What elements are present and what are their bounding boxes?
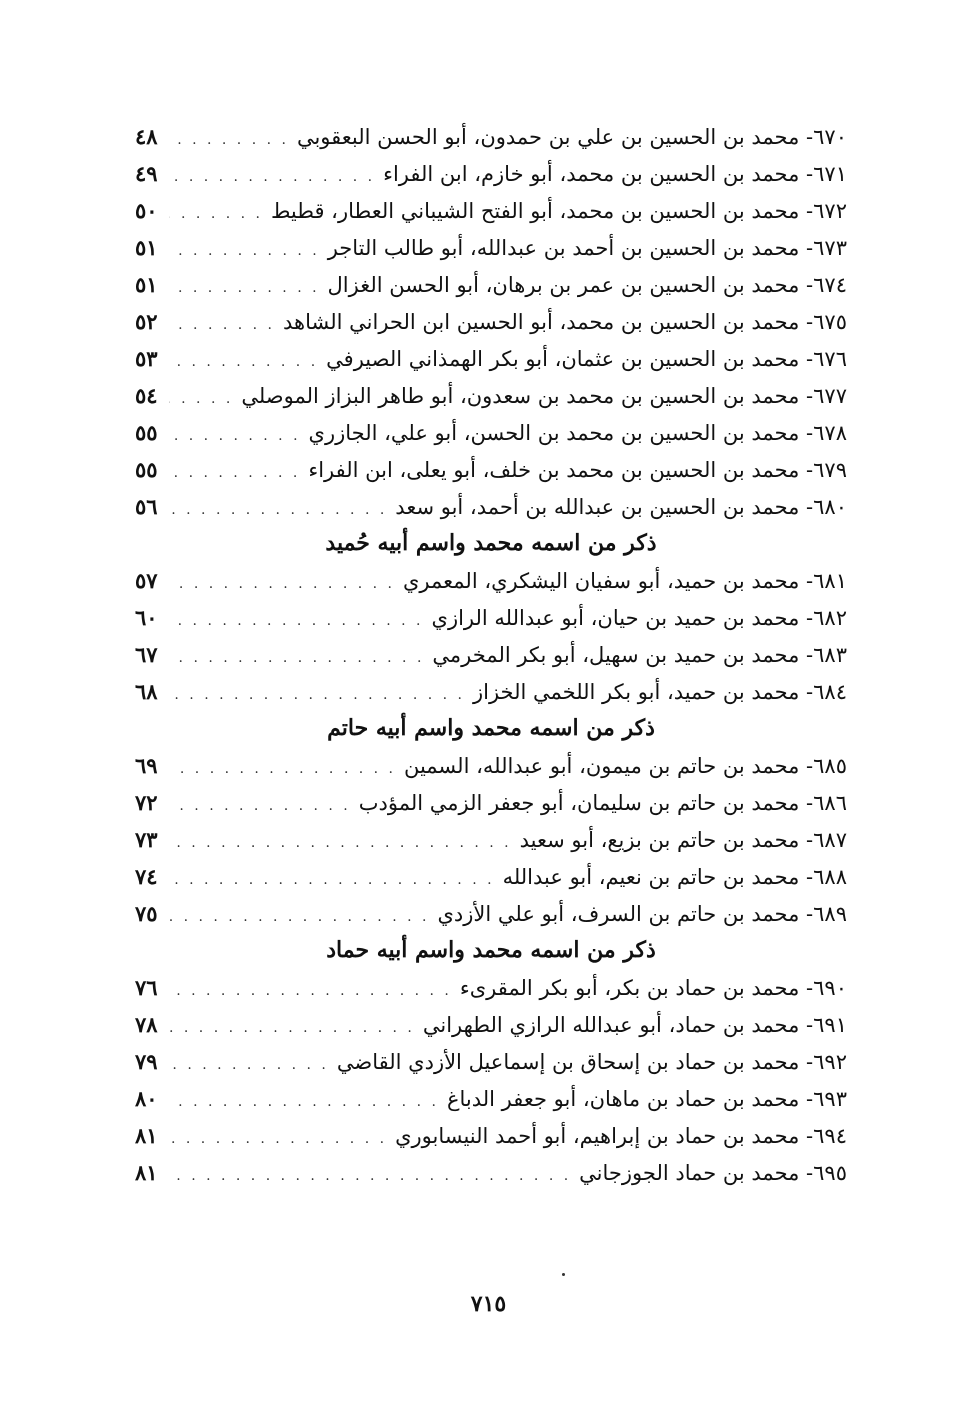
entry-label: [328, 230, 847, 267]
entry-number: ٦٧٤: [813, 273, 847, 297]
entry-title: محمد بن الحسين بن محمد، أبو خازم، ابن الفراء: [383, 162, 800, 186]
entry-page: ٧٣: [135, 827, 158, 852]
entry-separator: -: [799, 791, 814, 815]
entry-separator: -: [799, 606, 814, 630]
toc-entry: [135, 303, 847, 340]
entry-label: [337, 1044, 847, 1081]
dot-leader: [169, 640, 424, 677]
entry-page: ٨١: [135, 1123, 158, 1148]
entry-label: [328, 267, 847, 304]
dot-leader: [169, 566, 395, 603]
entry-label: [308, 452, 847, 489]
toc-entry: [135, 858, 847, 895]
entry-page: ٦٨: [135, 679, 158, 704]
toc-entry: [135, 636, 847, 673]
entry-separator: -: [799, 421, 814, 445]
entry-title: محمد بن حميد، أبو سفيان اليشكري، المعمري: [402, 569, 800, 593]
dot-leader: [169, 862, 495, 899]
entry-label: [326, 341, 847, 378]
entry-separator: -: [799, 680, 814, 704]
toc-entry: [135, 747, 847, 784]
toc-entry: [135, 1154, 847, 1191]
entry-separator: -: [799, 162, 814, 186]
entry-separator: -: [799, 1050, 814, 1074]
entry-number: ٦٧٣: [813, 236, 847, 260]
dot-leader: [169, 196, 263, 233]
entry-label: [241, 378, 847, 415]
entry-label: [432, 637, 847, 674]
entry-number: ٦٨٦: [813, 791, 847, 815]
toc-entry: [135, 969, 847, 1006]
toc-entry: [135, 377, 847, 414]
entry-title: محمد بن الحسين بن علي بن حمدون، أبو الحسن البعقوبي: [296, 125, 800, 149]
entry-label: [271, 193, 847, 230]
entry-page: ٧٥: [135, 901, 158, 926]
entry-title: محمد بن الحسين بن أحمد بن عبدالله، أبو طالب التاجر: [327, 236, 800, 260]
entry-page: ٤٩: [135, 161, 158, 186]
entry-title: محمد بن الحسين بن عمر بن برهان، أبو الحسن الغزال: [327, 273, 800, 297]
entry-separator: -: [799, 1013, 814, 1037]
dot-leader: [169, 825, 512, 862]
dot-leader: [169, 270, 320, 307]
toc-entry: [135, 1080, 847, 1117]
entry-title: محمد بن حميد، أبو بكر اللخمي الخزاز: [472, 680, 800, 704]
toc-entry: [135, 599, 847, 636]
entry-number: ٦٩٤: [813, 1124, 847, 1148]
entry-title: محمد بن الحسين بن محمد، أبو الفتح الشيباني العطار، قطيط: [270, 199, 800, 223]
entry-title: محمد بن حماد بن إسحاق بن إسماعيل الأزدي القاضي: [336, 1050, 800, 1074]
entry-separator: -: [799, 1124, 814, 1148]
entry-separator: -: [799, 1087, 814, 1111]
dot-leader: [169, 381, 233, 418]
entry-label: [520, 822, 847, 859]
entry-separator: -: [799, 902, 814, 926]
entry-separator: -: [799, 569, 814, 593]
dot-leader: [169, 677, 465, 714]
toc-entry: [135, 192, 847, 229]
entry-number: ٦٧٨: [813, 421, 847, 445]
entry-separator: -: [799, 125, 814, 149]
entry-page: ٥٦: [135, 494, 158, 519]
entry-number: ٦٩٢: [813, 1050, 847, 1074]
toc-entry: [135, 1006, 847, 1043]
entry-number: ٦٩١: [813, 1013, 847, 1037]
entry-number: ٦٩٣: [813, 1087, 847, 1111]
entry-title: محمد بن الحسين بن محمد بن الحسن، أبو علي، الجازري: [308, 421, 800, 445]
entry-title: محمد بن حاتم بن سليمان، أبو جعفر الزمي المؤدب: [358, 791, 800, 815]
entry-number: ٦٧٧: [813, 384, 847, 408]
dot-leader: [169, 973, 452, 1010]
entry-separator: -: [799, 458, 814, 482]
dot-leader: [169, 307, 275, 344]
entry-separator: -: [799, 310, 814, 334]
entry-label: [283, 304, 847, 341]
dot-leader: [169, 603, 424, 640]
dot-leader: [169, 233, 320, 270]
dot-leader: [169, 418, 301, 455]
toc-entry: [135, 488, 847, 525]
entry-number: ٦٧٠: [813, 125, 847, 149]
dot-leader: [169, 788, 351, 825]
toc-entry: [135, 118, 847, 155]
entry-separator: -: [799, 828, 814, 852]
entry-page: ٨٠: [135, 1086, 158, 1111]
entry-number: ٦٧١: [813, 162, 847, 186]
entry-page: ٥٥: [135, 457, 158, 482]
entry-label: [297, 119, 847, 156]
entry-number: ٦٨٧: [813, 828, 847, 852]
entry-separator: -: [799, 976, 814, 1000]
entry-page: ٧٦: [135, 975, 158, 1000]
entry-label: [423, 1007, 847, 1044]
entry-separator: -: [799, 384, 814, 408]
entry-title: محمد بن حاتم بن السرف، أبو علي الأزدي: [437, 902, 800, 926]
entry-label: [359, 785, 847, 822]
entry-page: ٧٨: [135, 1012, 158, 1037]
entry-title: محمد بن الحسين بن محمد بن خلف، أبو يعلى، ابن الفراء: [308, 458, 800, 482]
entry-number: ٦٨٤: [813, 680, 847, 704]
entry-number: ٦٨٠: [813, 495, 847, 519]
entry-label: [383, 156, 847, 193]
section-heading: ذكر من اسمه محمد واسم أبيه حماد: [326, 937, 656, 963]
dot-leader: [169, 751, 396, 788]
entry-page: ٦٠: [135, 605, 158, 630]
entry-page: ٥١: [135, 272, 158, 297]
entry-title: محمد بن الحسين بن محمد بن سعدون، أبو طاهر البزاز الموصلي: [241, 384, 800, 408]
dot-leader: [169, 899, 429, 936]
entry-title: محمد بن حماد بن إبراهيم، أبو أحمد النيسابوري: [395, 1124, 800, 1148]
entry-number: ٦٨٢: [813, 606, 847, 630]
dot-leader: [169, 159, 375, 196]
entry-title: محمد بن حاتم بن بزيع، أبو سعيد: [519, 828, 800, 852]
entry-label: [579, 1155, 847, 1192]
entry-page: ٥٣: [135, 346, 158, 371]
entry-number: ٦٨٥: [813, 754, 847, 778]
entry-number: ٦٩٥: [813, 1161, 847, 1185]
entry-label: [447, 1081, 847, 1118]
entry-number: ٦٧٥: [813, 310, 847, 334]
entry-page: ٧٢: [135, 790, 158, 815]
entry-number: ٦٧٢: [813, 199, 847, 223]
entry-label: [460, 970, 847, 1007]
toc-entry: [135, 229, 847, 266]
entry-separator: -: [799, 495, 814, 519]
entry-number: ٦٨٨: [813, 865, 847, 889]
entry-label: [309, 415, 847, 452]
toc-entry: [135, 1043, 847, 1080]
entry-separator: -: [799, 865, 814, 889]
entry-number: ٦٩٠: [813, 976, 847, 1000]
dot-leader: [169, 122, 289, 159]
entry-separator: -: [799, 1161, 814, 1185]
entry-title: محمد بن الحسين بن محمد، أبو الحسين ابن الحراني الشاهد: [283, 310, 800, 334]
entry-page: ٧٩: [135, 1049, 158, 1074]
entry-label: [404, 748, 847, 785]
entry-number: ٦٨٩: [813, 902, 847, 926]
entry-title: محمد بن حماد، أبو عبدالله الرازي الطهراني: [422, 1013, 800, 1037]
toc-entry: [135, 414, 847, 451]
dot-leader: [169, 492, 387, 529]
entry-page: ٥٥: [135, 420, 158, 445]
toc-entry: [135, 821, 847, 858]
entry-page: ٨١: [135, 1160, 158, 1185]
entry-title: محمد بن حاتم بن نعيم، أبو عبدالله: [502, 865, 800, 889]
entry-separator: -: [799, 754, 814, 778]
entry-page: ٥٠: [135, 198, 158, 223]
entry-separator: -: [799, 199, 814, 223]
entry-separator: -: [799, 347, 814, 371]
toc-entry: [135, 451, 847, 488]
entry-page: ٦٧: [135, 642, 158, 667]
entry-title: محمد بن حميد بن سهيل، أبو بكر المخرمي: [432, 643, 800, 667]
entry-page: ٥٧: [135, 568, 158, 593]
entry-label: [395, 489, 847, 526]
entry-label: [432, 600, 847, 637]
entry-separator: -: [799, 643, 814, 667]
toc-entry: [135, 784, 847, 821]
entry-number: ٦٨١: [813, 569, 847, 593]
entry-title: محمد بن حماد بن بكر، أبو بكر المقرىء: [459, 976, 800, 1000]
entry-page: ٥١: [135, 235, 158, 260]
toc-entry: [135, 562, 847, 599]
entry-separator: -: [799, 236, 814, 260]
entry-label: [437, 896, 847, 933]
entry-page: ٧٤: [135, 864, 158, 889]
entry-number: ٦٨٣: [813, 643, 847, 667]
dot-leader: [169, 344, 318, 381]
print-speck: [562, 1273, 565, 1276]
page-number: ٧١٥: [470, 1291, 507, 1317]
dot-leader: [169, 1010, 415, 1047]
toc-entry: [135, 266, 847, 303]
toc-entry: [135, 155, 847, 192]
entry-label: [503, 859, 847, 896]
entry-label: [473, 674, 847, 711]
dot-leader: [169, 1047, 329, 1084]
entry-label: [395, 1118, 847, 1155]
dot-leader: [169, 1158, 571, 1195]
entry-page: ٥٢: [135, 309, 158, 334]
entry-title: محمد بن حماد الجوزجاني: [579, 1161, 800, 1185]
entry-number: ٦٧٩: [813, 458, 847, 482]
section-heading: ذكر من اسمه محمد واسم أبيه حاتم: [327, 715, 655, 741]
entry-number: ٦٧٦: [813, 347, 847, 371]
entry-title: محمد بن حماد بن ماهان، أبو جعفر الدباغ: [446, 1087, 800, 1111]
toc-entry: [135, 673, 847, 710]
entry-title: محمد بن الحسين بن عثمان، أبو بكر الهمذاني الصيرفي: [326, 347, 800, 371]
entry-page: ٤٨: [135, 124, 158, 149]
entry-separator: -: [799, 273, 814, 297]
dot-leader: [169, 455, 300, 492]
entry-page: ٥٤: [135, 383, 158, 408]
section-heading: ذكر من اسمه محمد واسم أبيه حُميد: [325, 530, 657, 556]
dot-leader: [169, 1121, 387, 1158]
dot-leader: [169, 1084, 439, 1121]
table-of-contents: [135, 118, 847, 1191]
entry-title: محمد بن حميد بن حيان، أبو عبدالله الرازي: [431, 606, 800, 630]
entry-title: محمد بن الحسين بن عبدالله بن أحمد، أبو سعد: [395, 495, 800, 519]
entry-title: محمد بن حاتم بن ميمون، أبو عبدالله، السمين: [403, 754, 800, 778]
toc-entry: [135, 340, 847, 377]
entry-label: [403, 563, 847, 600]
toc-entry: [135, 895, 847, 932]
entry-page: ٦٩: [135, 753, 158, 778]
toc-entry: [135, 1117, 847, 1154]
